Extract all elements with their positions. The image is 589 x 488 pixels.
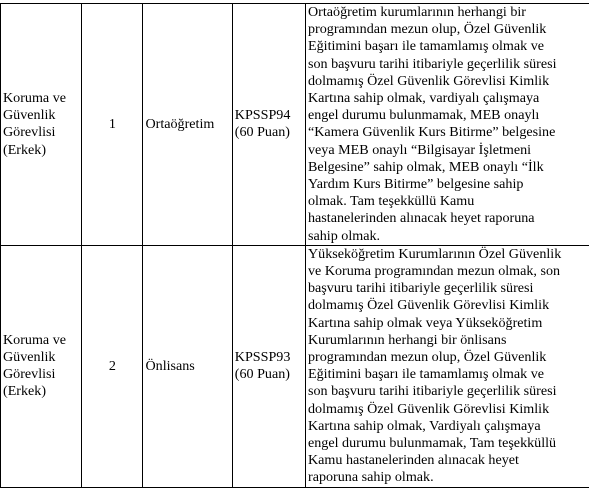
requirement-line: olmak. Tam teşekküllü Kamu	[308, 193, 587, 210]
education-value: Önlisans	[145, 358, 194, 374]
requirement-line: Kartına sahip olmak, vardiyalı çalışmaya	[308, 90, 587, 107]
positions-table-body	[1, 4, 589, 488]
requirement-line: sahip olmak.	[308, 228, 587, 245]
position-line: Güvenlik	[3, 107, 79, 124]
table-row	[1, 245, 589, 487]
requirement-line: Kartına sahip olmak veya Yükseköğretim	[308, 315, 587, 332]
count-value: 2	[109, 358, 116, 374]
kpss-score: (60 Puan)	[235, 366, 303, 383]
requirement-line: hastanelerinden alınacak heyet raporuna	[308, 210, 587, 227]
education-cell	[143, 245, 232, 487]
position-line: (Erkek)	[3, 142, 79, 159]
positions-table	[0, 3, 589, 488]
position-line: Koruma ve	[3, 90, 79, 107]
requirement-line: “Kamera Güvenlik Kurs Bitirme” belgesine	[308, 124, 587, 141]
requirement-line: ve Koruma programından mezun olmak, son	[308, 263, 587, 280]
requirement-line: Ortaöğretim kurumlarının herhangi bir	[308, 4, 587, 21]
requirement-line: programından mezun olup, Özel Güvenlik	[308, 349, 587, 366]
requirement-line: Yardım Kurs Bitirme” belgesine sahip	[308, 176, 587, 193]
requirement-line: Eğitimini başarı ile tamamlamış olmak ve	[308, 366, 587, 383]
requirement-line: engel durumu bulunmamak, MEB onaylı	[308, 107, 587, 124]
education-cell	[143, 4, 232, 246]
requirement-line: raporuna sahip olmak.	[308, 469, 587, 486]
requirement-line: dolmamış Özel Güvenlik Görevlisi Kimlik	[308, 401, 587, 418]
requirement-line: programından mezun olup, Özel Güvenlik	[308, 21, 587, 38]
requirement-line: son başvuru tarihi itibariyle geçerlilik süresi	[308, 56, 587, 73]
requirement-line: Belgesine” sahip olmak, MEB onaylı “İlk	[308, 159, 587, 176]
kpss-cell	[232, 4, 305, 246]
position-cell	[1, 245, 82, 487]
position-cell	[1, 4, 82, 246]
position-line: (Erkek)	[3, 383, 79, 400]
kpss-score: (60 Puan)	[235, 124, 303, 141]
count-cell	[82, 4, 143, 246]
requirement-line: Yükseköğretim Kurumlarının Özel Güvenlik	[308, 246, 587, 263]
kpss-code: KPSSP94	[235, 107, 303, 124]
requirements-cell	[306, 4, 589, 246]
requirement-line: Eğitimini başarı ile tamamlamış olmak ve	[308, 38, 587, 55]
requirement-line: dolmamış Özel Güvenlik Görevlisi Kimlik	[308, 297, 587, 314]
table-row	[1, 4, 589, 246]
kpss-code: KPSSP93	[235, 349, 303, 366]
requirement-line: Kurumlarının herhangi bir önlisans	[308, 332, 587, 349]
requirement-line: son başvuru tarihi itibariyle geçerlilik süresi	[308, 383, 587, 400]
requirement-line: dolmamış Özel Güvenlik Görevlisi Kimlik	[308, 73, 587, 90]
requirement-line: veya MEB onaylı “Bilgisayar İşletmeni	[308, 142, 587, 159]
count-cell	[82, 245, 143, 487]
requirements-cell	[306, 245, 589, 487]
position-line: Güvenlik	[3, 349, 79, 366]
count-value: 1	[109, 116, 116, 132]
education-value: Ortaöğretim	[145, 116, 214, 132]
requirement-line: Kartına sahip olmak, Vardiyalı çalışmaya	[308, 418, 587, 435]
position-line: Görevlisi	[3, 124, 79, 141]
kpss-cell	[232, 245, 305, 487]
position-line: Görevlisi	[3, 366, 79, 383]
requirement-line: engel durumu bulunmamak, Tam teşekküllü	[308, 435, 587, 452]
requirement-line: başvuru tarihi itibariyle geçerlilik süresi	[308, 280, 587, 297]
position-line: Koruma ve	[3, 332, 79, 349]
requirement-line: Kamu hastanelerinden alınacak heyet	[308, 452, 587, 469]
